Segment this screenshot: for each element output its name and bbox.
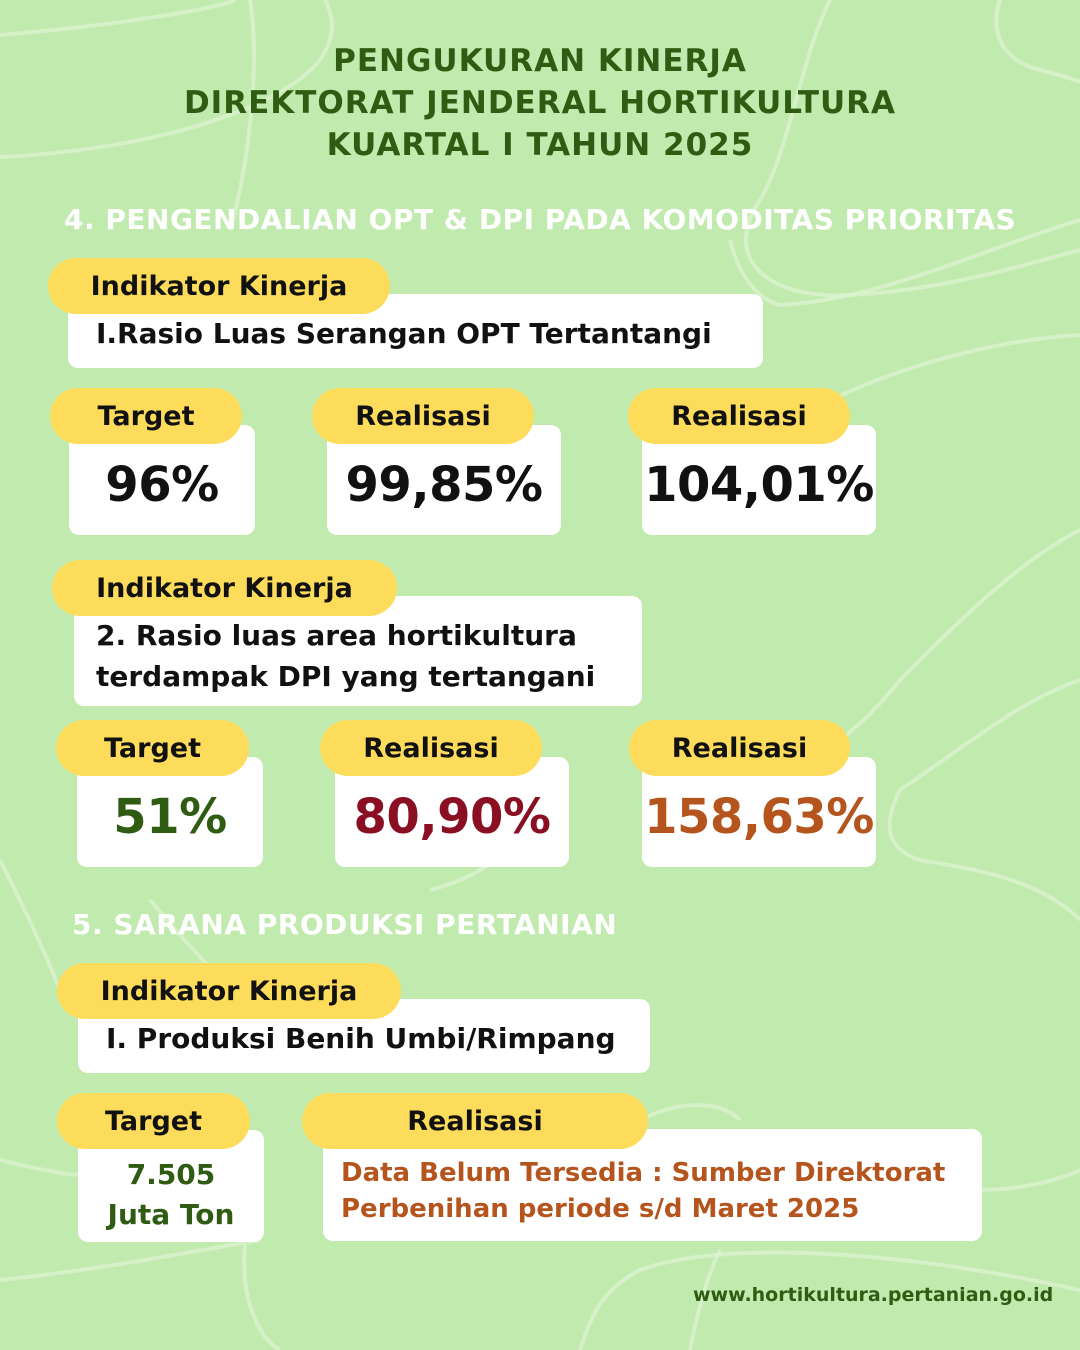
metric-target-3-pill: Target xyxy=(57,1093,250,1149)
indicator-1-pill: Indikator Kinerja xyxy=(48,258,390,314)
indicator-3-text: I. Produksi Benih Umbi/Rimpang xyxy=(106,1022,616,1055)
section-5-title: 5. SARANA PRODUKSI PERTANIAN xyxy=(72,908,618,941)
metric-realisasi-2a-value: 80,90% xyxy=(353,789,551,845)
title-line-2: DIREKTORAT JENDERAL HORTIKULTURA xyxy=(183,85,897,121)
metric-target-2-value: 51% xyxy=(113,789,227,845)
metric-target-2-pill: Target xyxy=(56,720,249,776)
metric-realisasi-2a-pill: Realisasi xyxy=(320,720,542,776)
section-4-title: 4. PENGENDALIAN OPT & DPI PADA KOMODITAS PRIORITAS xyxy=(64,203,1017,236)
metric-realisasi-1b-pill: Realisasi xyxy=(628,388,850,444)
realisasi-note-line-2: Perbenihan periode s/d Maret 2025 xyxy=(341,1194,860,1224)
metric-realisasi-1a-pill: Realisasi xyxy=(312,388,534,444)
indicator-1-text: I.Rasio Luas Serangan OPT Tertantangi xyxy=(96,317,712,350)
title-line-1: PENGUKURAN KINERJA xyxy=(333,43,747,79)
realisasi-note-line-1: Data Belum Tersedia : Sumber Direktorat xyxy=(341,1158,946,1188)
indicator-2-text-line-2: terdampak DPI yang tertangani xyxy=(96,660,596,693)
metric-realisasi-2b-value: 158,63% xyxy=(644,789,874,845)
indicator-2-text-line-1: 2. Rasio luas area hortikultura xyxy=(96,619,577,652)
metric-target-3-unit: Juta Ton xyxy=(107,1198,235,1231)
metric-target-1-pill: Target xyxy=(50,388,242,444)
metric-realisasi-1b-value: 104,01% xyxy=(644,457,874,513)
metric-realisasi-1a-value: 99,85% xyxy=(345,457,543,513)
footer-website-link[interactable]: www.hortikultura.pertanian.go.id xyxy=(693,1284,1054,1306)
indicator-3-pill: Indikator Kinerja xyxy=(57,963,401,1019)
page-title xyxy=(0,40,1080,166)
metric-realisasi-3-pill: Realisasi xyxy=(302,1093,648,1149)
indicator-2-pill: Indikator Kinerja xyxy=(52,560,397,616)
metric-target-3-value: 7.505 xyxy=(126,1158,216,1191)
metric-realisasi-2b-pill: Realisasi xyxy=(629,720,850,776)
title-line-3: KUARTAL I TAHUN 2025 xyxy=(326,127,754,163)
metric-target-1-value: 96% xyxy=(105,457,219,513)
